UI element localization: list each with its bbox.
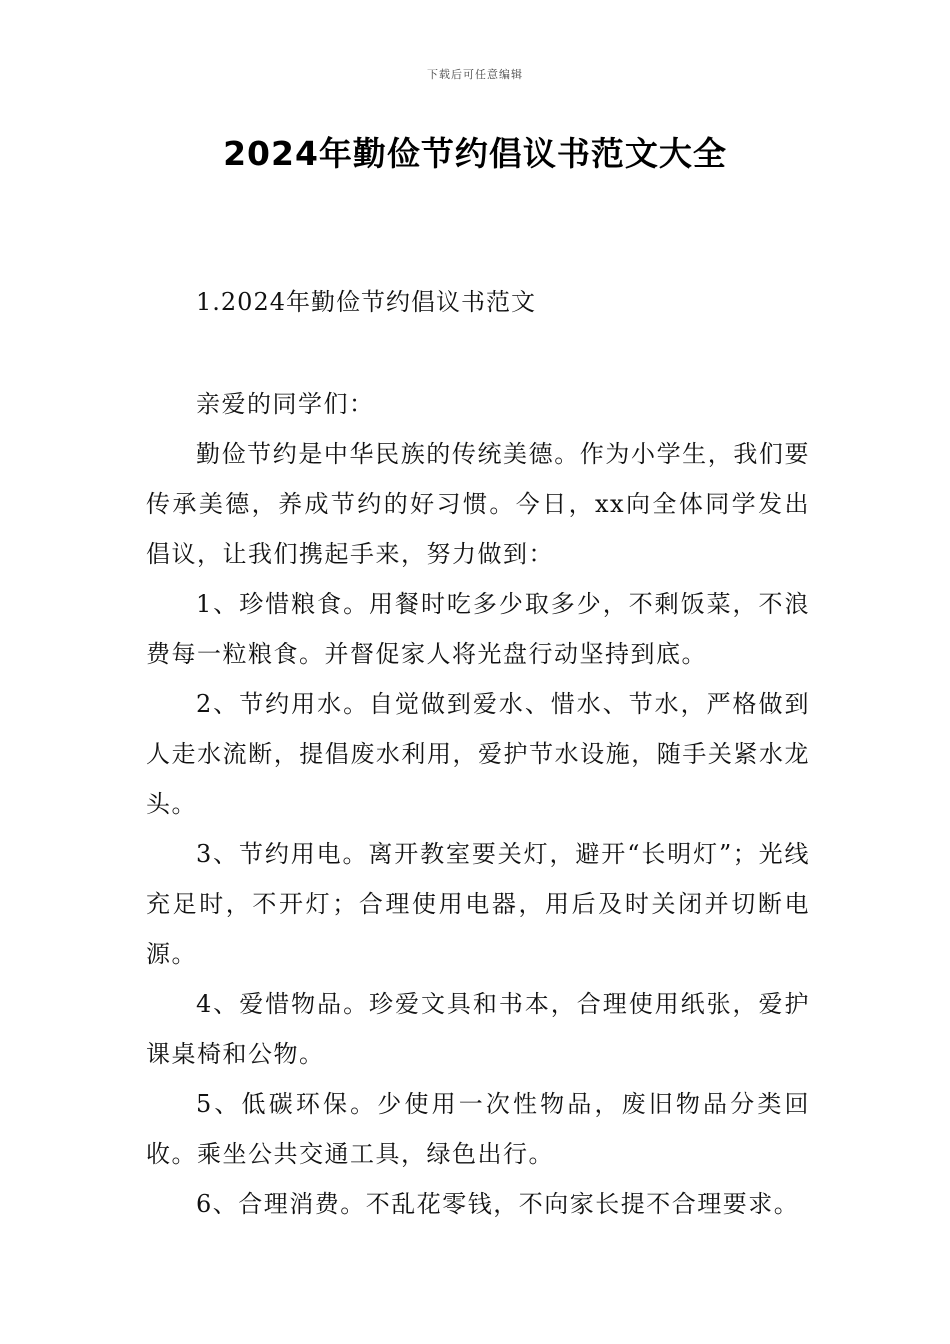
document-body: [146, 379, 810, 1229]
page-title: 2024年勤俭节约倡议书范文大全: [223, 134, 727, 173]
item-paragraph-2: 2、节约用水。自觉做到爱水、惜水、节水，严格做到人走水流断，提倡废水利用，爱护节水设施，随手关紧水龙头。: [146, 690, 810, 818]
salutation: 亲爱的同学们：: [196, 390, 375, 418]
item-paragraph-1: 1、珍惜粮食。用餐时吃多少取多少，不剩饭菜，不浪费每一粒粮食。并督促家人将光盘行动坚持到底。: [146, 590, 810, 668]
item-paragraph-3: 3、节约用电。离开教室要关灯，避开“长明灯”；光线充足时，不开灯；合理使用电器，用后及时关闭并切断电源。: [146, 840, 810, 968]
intro-paragraph: 勤俭节约是中华民族的传统美德。作为小学生，我们要传承美德，养成节约的好习惯。今日，xx向全体同学发出倡议，让我们携起手来，努力做到：: [146, 440, 810, 568]
item-paragraph-6: 6、合理消费。不乱花零钱，不向家长提不合理要求。: [196, 1190, 800, 1218]
item-paragraph-4: 4、爱惜物品。珍爱文具和书本，合理使用纸张，爱护课桌椅和公物。: [146, 990, 810, 1068]
item-paragraph-5: 5、低碳环保。少使用一次性物品，废旧物品分类回收。乘坐公共交通工具，绿色出行。: [146, 1090, 810, 1168]
header-note: 下载后可任意编辑: [427, 68, 523, 81]
section-heading: 1.2024年勤俭节约倡议书范文: [196, 288, 536, 316]
